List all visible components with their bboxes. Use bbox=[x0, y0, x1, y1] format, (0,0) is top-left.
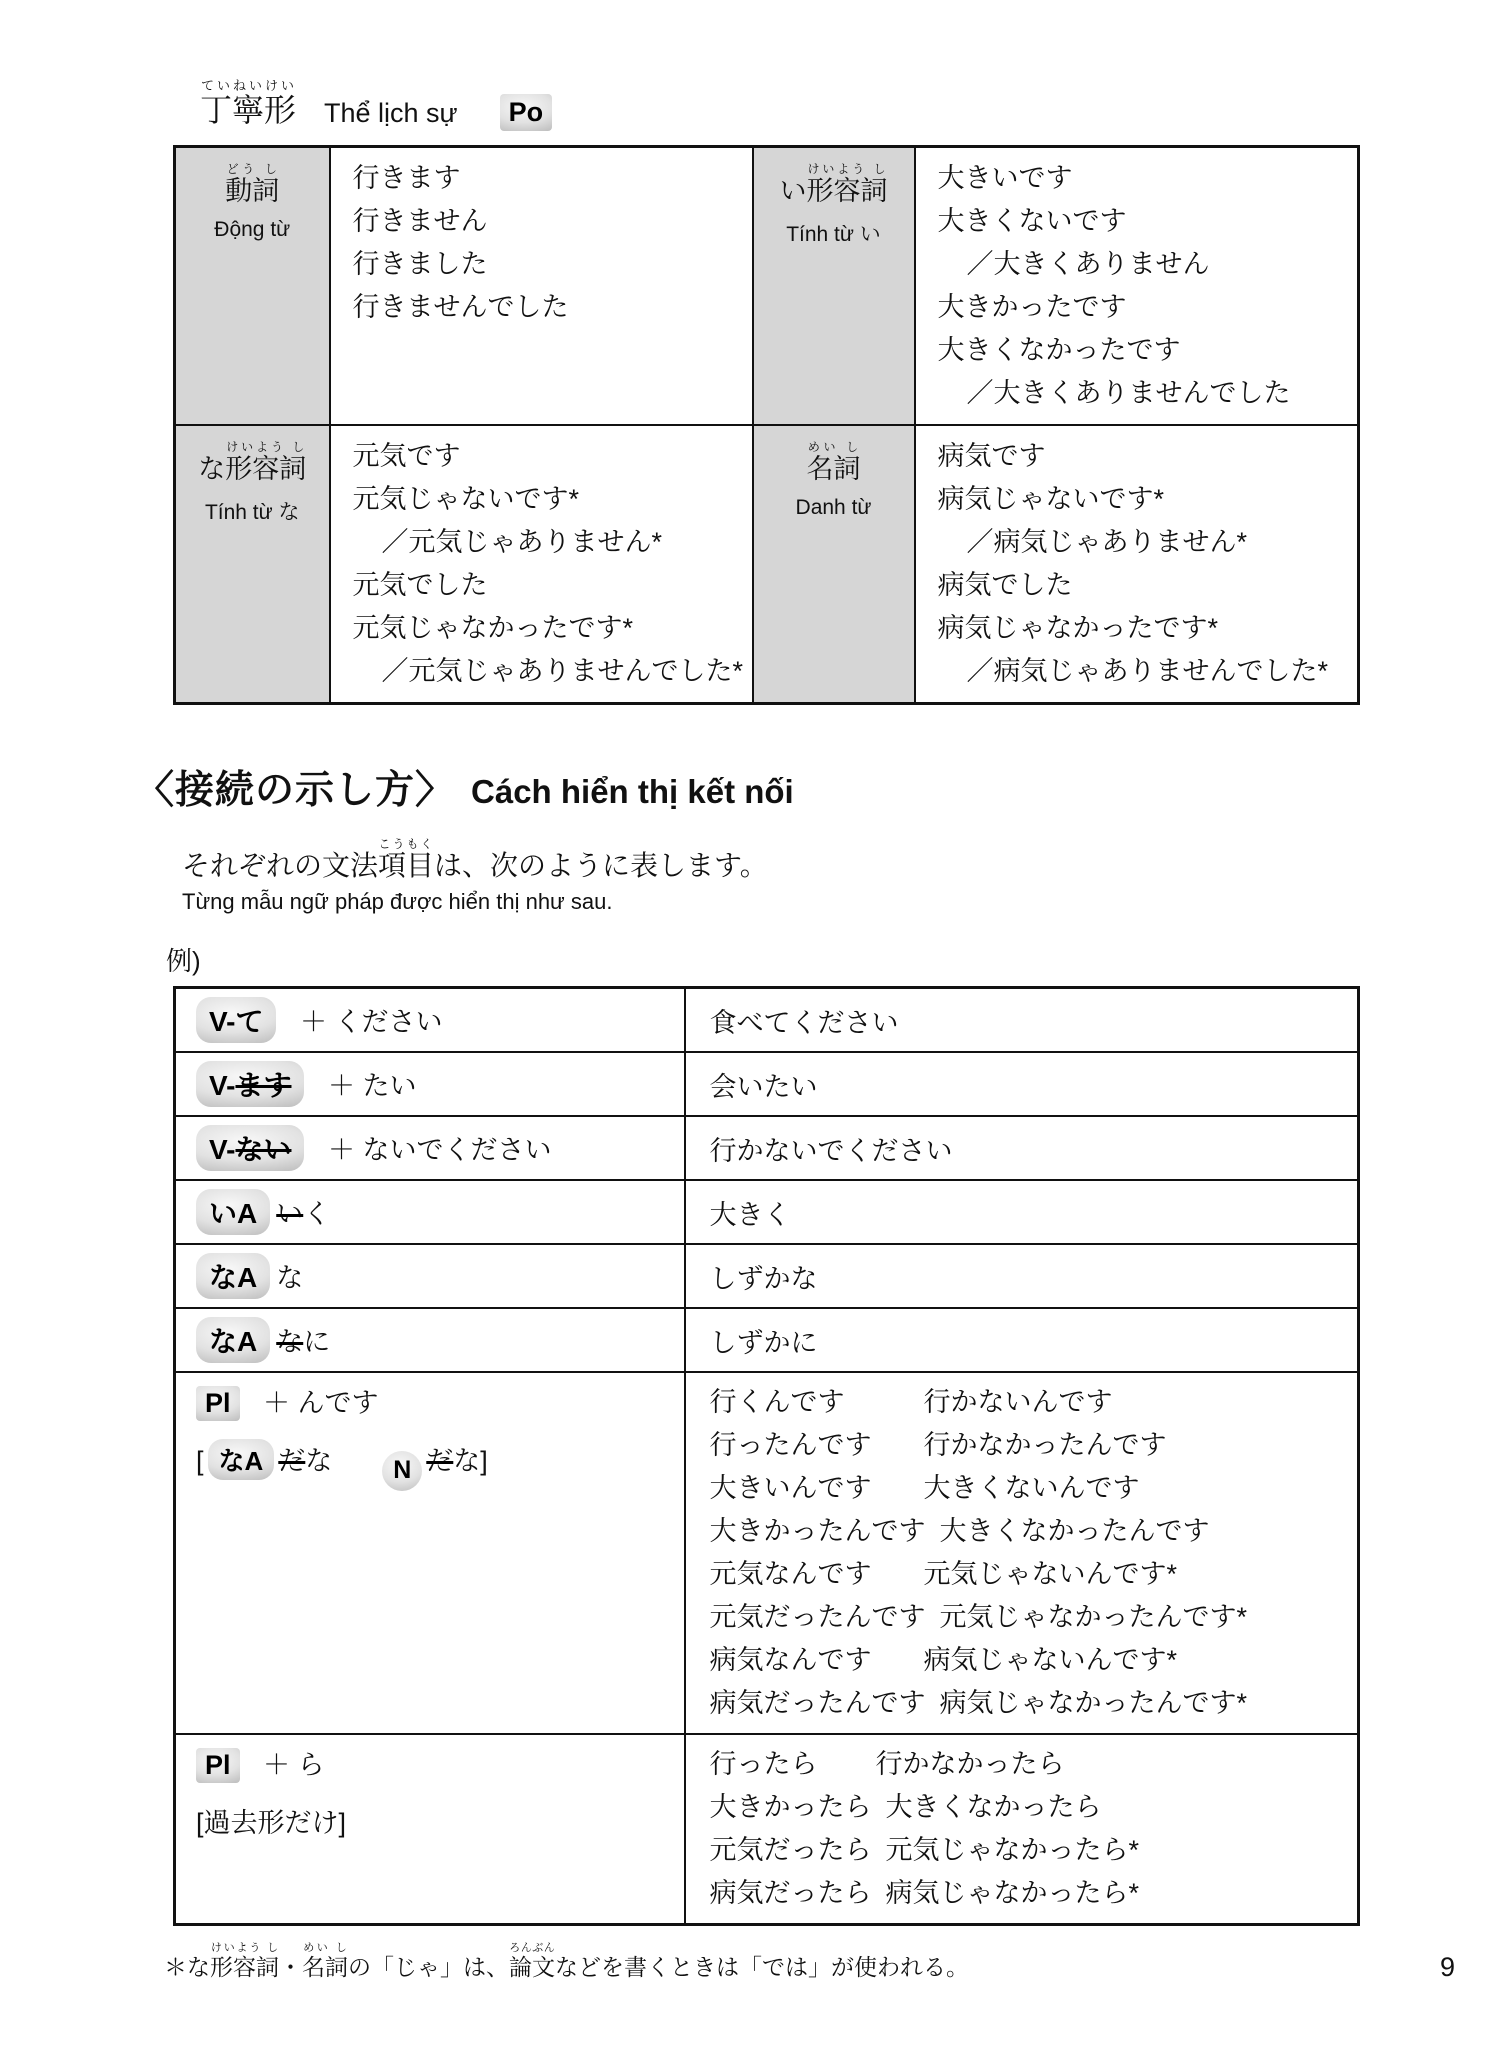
example-pair-line: 病気だったら 病気じゃなかったら* bbox=[709, 1878, 1140, 1908]
table-row bbox=[175, 1244, 1359, 1308]
example-pairs bbox=[685, 1734, 1359, 1925]
noun-badge: N bbox=[382, 1451, 422, 1491]
page-number: 9 bbox=[1439, 1952, 1455, 1982]
example-pair-line: 大きかったんです 大きくなかったんです bbox=[709, 1516, 1210, 1546]
table-row bbox=[175, 1372, 1359, 1734]
na-adjective-label-cell bbox=[175, 425, 330, 704]
example-pair-line: 病気なんです 病気じゃないんです* bbox=[709, 1645, 1178, 1675]
form-line: ／大きくありません bbox=[966, 249, 1210, 279]
plain-form-badge: Pl bbox=[196, 1748, 240, 1783]
form-line: 行きませんでした bbox=[352, 292, 569, 322]
form-line: 行きます bbox=[352, 163, 461, 193]
example-text: しずかに bbox=[685, 1308, 1359, 1372]
heading-vietnamese: Thể lịch sự bbox=[324, 98, 458, 128]
example-text: 食べてください bbox=[685, 988, 1359, 1053]
v-masu-badge: V-ます bbox=[196, 1061, 304, 1107]
form-line: 大きくないです bbox=[937, 206, 1127, 236]
pattern-text: ＋ ください bbox=[300, 1007, 443, 1037]
label-japanese: い形容詞けいよう し bbox=[779, 162, 888, 206]
form-line: 行きました bbox=[352, 249, 488, 279]
connection-example-table bbox=[173, 986, 1360, 1926]
pattern-text: く bbox=[303, 1199, 331, 1229]
pattern-text: ＋ んです bbox=[263, 1388, 379, 1418]
example-pair-line: 大きいんです 大きくないんです bbox=[709, 1473, 1140, 1503]
i-adjective-forms-cell bbox=[915, 147, 1359, 426]
na-adjective-badge: なA bbox=[208, 1439, 275, 1480]
form-line: 病気です bbox=[937, 441, 1046, 471]
pattern-text: ＋ ないでください bbox=[328, 1135, 552, 1165]
label-vietnamese: Tính từ い bbox=[786, 223, 881, 246]
form-line: ／病気じゃありません* bbox=[966, 527, 1248, 557]
label-japanese: な形容詞けいよう し bbox=[198, 440, 307, 484]
polite-form-table bbox=[173, 145, 1360, 705]
label-vietnamese: Động từ bbox=[214, 218, 291, 241]
pattern-text: ＋ ら bbox=[263, 1750, 325, 1780]
table-row bbox=[175, 1052, 1359, 1116]
form-line: 元気じゃないです* bbox=[352, 484, 580, 514]
connection-section-heading bbox=[135, 759, 1370, 815]
form-line: 病気じゃなかったです* bbox=[937, 613, 1219, 643]
form-line: 元気です bbox=[352, 441, 461, 471]
example-text: 行かないでください bbox=[685, 1116, 1359, 1180]
form-line: 元気じゃなかったです* bbox=[352, 613, 634, 643]
heading-japanese: 丁寧形ていねいけい bbox=[200, 78, 297, 128]
pattern-note: [ なA だな N だな] bbox=[196, 1439, 678, 1491]
form-line: 病気でした bbox=[937, 570, 1073, 600]
pattern-text: に bbox=[303, 1327, 331, 1357]
example-pair-line: 病気だったんです 病気じゃなかったんです* bbox=[709, 1688, 1248, 1718]
section-description-japanese: それぞれの文法項目こうもくは、次のように表します。 bbox=[182, 837, 768, 881]
pattern-line bbox=[196, 1743, 678, 1783]
table-row bbox=[175, 425, 1359, 704]
section-description-vietnamese: Từng mẫu ngữ pháp được hiển thị như sau. bbox=[182, 889, 613, 914]
example-text: 会いたい bbox=[685, 1052, 1359, 1116]
label-vietnamese: Danh từ bbox=[795, 496, 872, 519]
form-line: ／大きくありませんでした bbox=[966, 378, 1291, 408]
bracket-open: [ bbox=[196, 1446, 204, 1476]
v-nai-badge: V-ない bbox=[196, 1125, 304, 1171]
form-line: 大きくなかったです bbox=[937, 335, 1181, 365]
na-adjective-badge: なA bbox=[196, 1253, 270, 1299]
section-heading-vietnamese: Cách hiển thị kết nối bbox=[471, 773, 794, 810]
noun-label-cell bbox=[753, 425, 915, 704]
example-pair-line: 元気だったんです 元気じゃなかったんです* bbox=[709, 1602, 1248, 1632]
example-pair-line: 行くんです 行かないんです bbox=[709, 1387, 1113, 1417]
i-adjective-label-cell bbox=[753, 147, 915, 426]
na-adjective-forms-cell bbox=[330, 425, 753, 704]
label-japanese: 動詞どう し bbox=[225, 162, 280, 206]
footnote: ＊な形容詞けいよう し・名詞めい しの「じゃ」は、論文ろんぶんなどを書くときは「では」が使われる。 bbox=[164, 1942, 969, 1980]
i-adjective-badge: いA bbox=[196, 1189, 270, 1235]
form-line: 元気でした bbox=[352, 570, 488, 600]
pattern-text: ＋ たい bbox=[328, 1071, 417, 1101]
form-line: ／元気じゃありませんでした* bbox=[381, 656, 744, 686]
verb-forms-cell bbox=[330, 147, 753, 426]
table-row bbox=[175, 147, 1359, 426]
plain-form-badge: Pl bbox=[196, 1386, 240, 1421]
form-line: ／元気じゃありません* bbox=[381, 527, 663, 557]
example-pair-line: 大きかったら 大きくなかったら bbox=[709, 1792, 1102, 1822]
example-pair-line: 元気だったら 元気じゃなかったら* bbox=[709, 1835, 1140, 1865]
form-line: 病気じゃないです* bbox=[937, 484, 1165, 514]
example-label: 例) bbox=[166, 946, 201, 976]
page-content bbox=[135, 0, 1370, 1982]
example-pairs bbox=[685, 1372, 1359, 1734]
form-line: 大きいです bbox=[937, 163, 1073, 193]
v-te-badge: V-て bbox=[196, 997, 276, 1043]
example-pair-line: 行ったんです 行かなかったんです bbox=[709, 1430, 1167, 1460]
pattern-line bbox=[196, 1381, 678, 1421]
section-heading-japanese: 〈接続の示し方〉 bbox=[135, 769, 456, 812]
pattern-text: な bbox=[276, 1263, 304, 1293]
example-pair-line: 元気なんです 元気じゃないんです* bbox=[709, 1559, 1178, 1589]
table-row bbox=[175, 1116, 1359, 1180]
pattern-note: [過去形だけ] bbox=[196, 1808, 347, 1838]
noun-forms-cell bbox=[915, 425, 1359, 704]
po-badge: Po bbox=[500, 94, 553, 131]
example-text: 大きく bbox=[685, 1180, 1359, 1244]
example-text: しずかな bbox=[685, 1244, 1359, 1308]
label-japanese: 名詞めい し bbox=[806, 440, 861, 484]
table-row bbox=[175, 1734, 1359, 1925]
label-vietnamese: Tính từ な bbox=[204, 501, 300, 524]
table-row bbox=[175, 988, 1359, 1053]
bracket-close: ] bbox=[480, 1446, 488, 1476]
polite-form-heading bbox=[200, 78, 1370, 131]
form-line: 行きません bbox=[352, 206, 488, 236]
example-pair-line: 行ったら 行かなかったら bbox=[709, 1749, 1065, 1779]
na-adjective-badge: なA bbox=[196, 1317, 270, 1363]
table-row: いA いく 大きく bbox=[175, 1180, 1359, 1244]
form-line: ／病気じゃありませんでした* bbox=[966, 656, 1329, 686]
form-line: 大きかったです bbox=[937, 292, 1127, 322]
table-row: なA なに しずかに bbox=[175, 1308, 1359, 1372]
verb-label-cell bbox=[175, 147, 330, 426]
